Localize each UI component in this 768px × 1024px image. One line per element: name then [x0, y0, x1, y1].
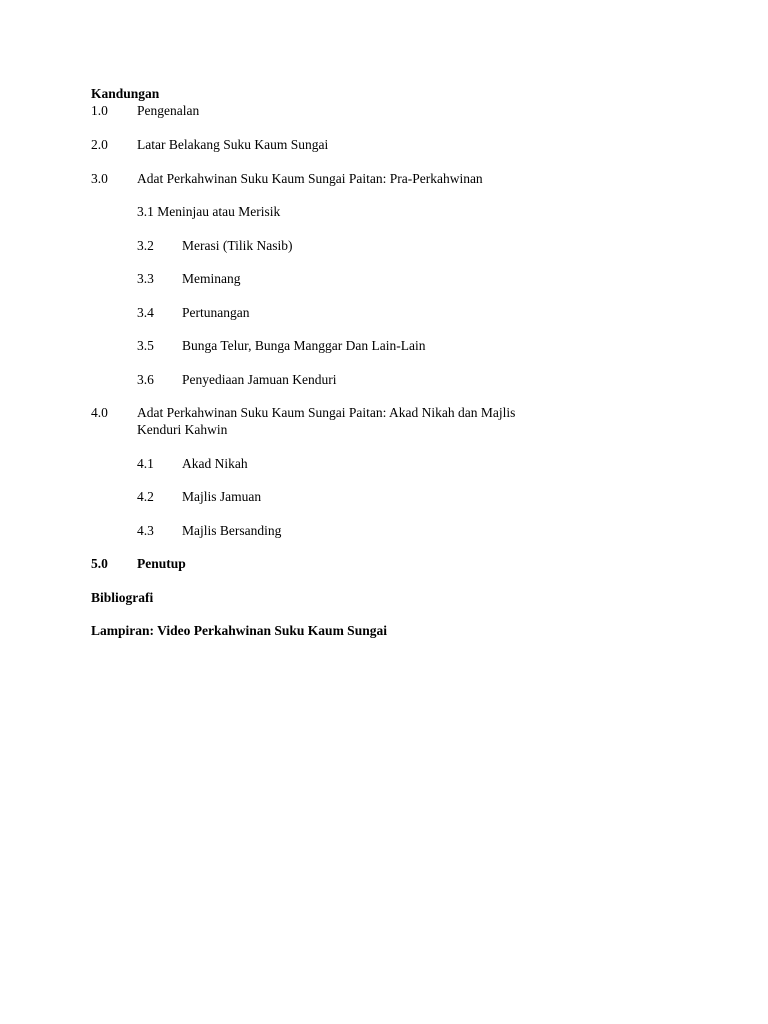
- toc-number-4-2: 4.2: [137, 489, 154, 504]
- toc-heading: Kandungan: [91, 86, 160, 101]
- toc-title-3-5: Bunga Telur, Bunga Manggar Dan Lain-Lain: [182, 338, 426, 353]
- toc-entry-3-1: 3.1 Meninjau atau Merisik: [137, 204, 281, 219]
- toc-number-5-0: 5.0: [91, 556, 108, 571]
- toc-title-3-2: Merasi (Tilik Nasib): [182, 238, 293, 253]
- toc-title-4-3: Majlis Bersanding: [182, 523, 282, 538]
- toc-title-3-0: Adat Perkahwinan Suku Kaum Sungai Paitan: Pra-Perkahwinan: [137, 171, 483, 186]
- toc-number-3-6: 3.6: [137, 372, 154, 387]
- toc-title-4-0-line2: Kenduri Kahwin: [137, 422, 228, 437]
- toc-number-1-0: 1.0: [91, 103, 108, 118]
- toc-title-2-0: Latar Belakang Suku Kaum Sungai: [137, 137, 329, 152]
- toc-title-3-6: Penyediaan Jamuan Kenduri: [182, 372, 337, 387]
- toc-title-4-2: Majlis Jamuan: [182, 489, 262, 504]
- toc-number-3-2: 3.2: [137, 238, 154, 253]
- toc-title-1-0: Pengenalan: [137, 103, 200, 118]
- toc-number-3-3: 3.3: [137, 271, 154, 286]
- toc-number-3-0: 3.0: [91, 171, 108, 186]
- toc-number-2-0: 2.0: [91, 137, 108, 152]
- toc-number-4-3: 4.3: [137, 523, 154, 538]
- toc-number-4-0: 4.0: [91, 405, 108, 420]
- toc-title-5-0: Penutup: [137, 556, 186, 571]
- toc-appendix: Lampiran: Video Perkahwinan Suku Kaum Sungai: [91, 623, 387, 638]
- toc-title-3-4: Pertunangan: [182, 305, 250, 320]
- toc-number-3-4: 3.4: [137, 305, 154, 320]
- toc-title-4-1: Akad Nikah: [182, 456, 248, 471]
- toc-number-4-1: 4.1: [137, 456, 154, 471]
- toc-number-3-5: 3.5: [137, 338, 154, 353]
- toc-title-4-0-line1: Adat Perkahwinan Suku Kaum Sungai Paitan: Akad Nikah dan Majlis: [137, 405, 516, 420]
- toc-title-3-3: Meminang: [182, 271, 241, 286]
- toc-bibliography: Bibliografi: [91, 590, 154, 605]
